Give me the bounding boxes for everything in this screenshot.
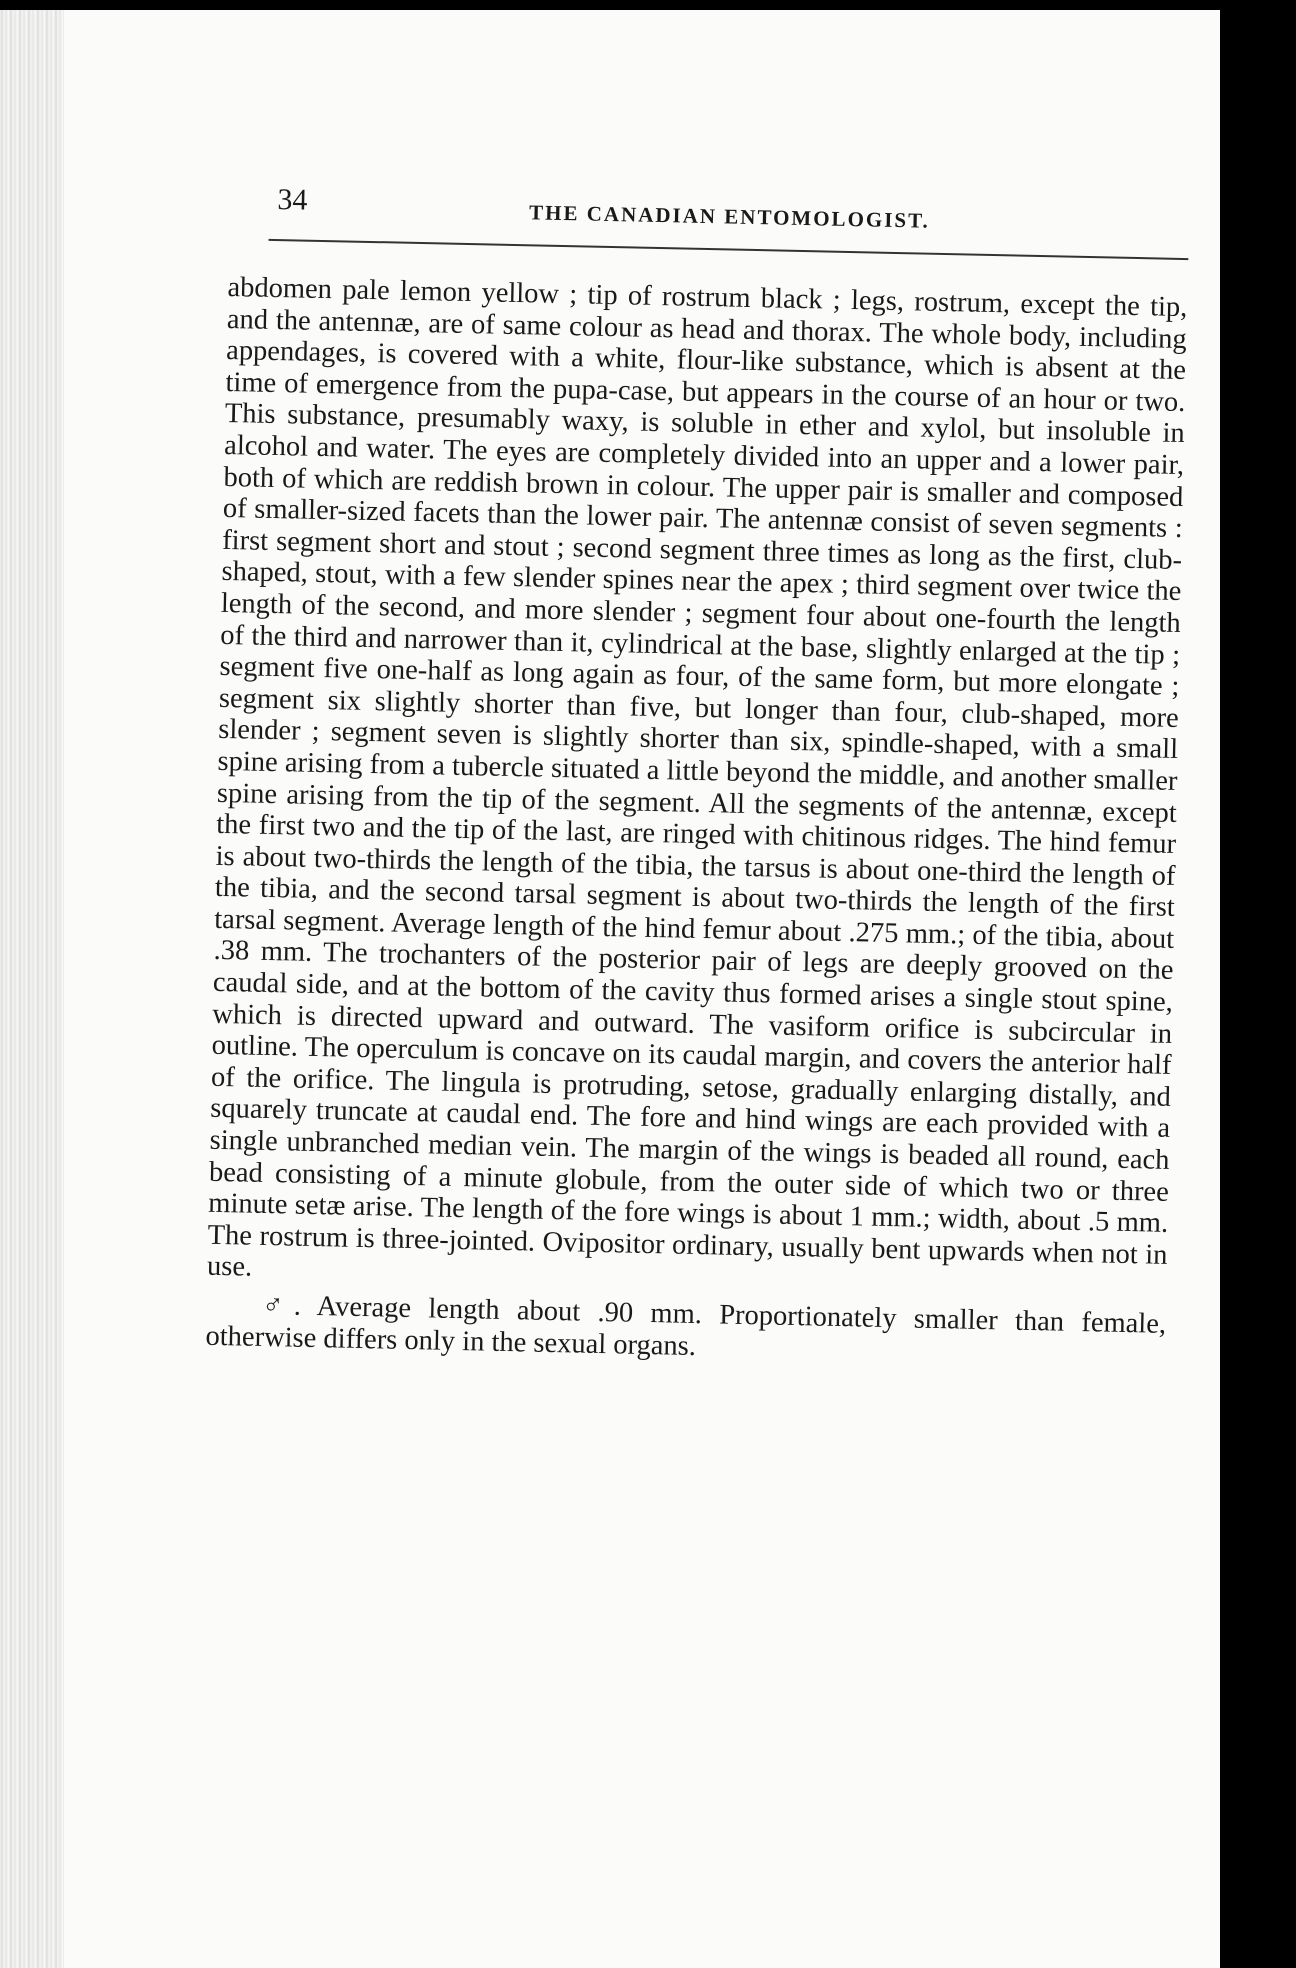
body-text bbox=[205, 272, 1187, 1372]
header-rule bbox=[269, 239, 1189, 260]
scanned-page bbox=[0, 10, 1258, 1968]
page-number: 34 bbox=[277, 183, 308, 217]
page-right-border bbox=[1220, 10, 1258, 1968]
page-content bbox=[205, 170, 1190, 1372]
page-binding-edge bbox=[0, 10, 64, 1968]
page-header bbox=[229, 170, 1190, 260]
paragraph-male: ♂. Average length about .90 mm. Proportionately smaller than female, otherwise differs only in the sexual organs. bbox=[205, 1289, 1167, 1362]
running-head: THE CANADIAN ENTOMOLOGIST. bbox=[528, 200, 931, 233]
paragraph-description: abdomen pale lemon yellow ; tip of rostrum black ; legs, rostrum, except the tip, and the antennæ, are of same colour as head and thorax. The whole body, including appendages, is covered with a white, flour-like substance, which is absent at the time of emergence from the pupa-case, but appears in the course of an hour or two. This substance, presumably waxy, is soluble in ether and xylol, but insoluble in alcohol and water. The eyes are completely divided into an upper and a lower pair, both of which are reddish brown in colour. The upper pair is smaller and composed of smaller-sized facets than the lower pair. The antennæ consist of seven segments : first segment short and stout ; second segment three times as long as the first, club-shaped, stout, with a few slender spines near the apex ; third segment over twice the length of the second, and more slender ; segment four about one-fourth the length of the third and narrower than it, cylindrical at the base, slightly enlarged at the tip ; segment five one-half as long again as four, of the same form, but more elongate ; segment six slightly shorter than five, but longer than four, club-shaped, more slender ; segment seven is slightly shorter than six, spindle-shaped, with a small spine arising from a tubercle situated a little beyond the middle, and another smaller spine arising from the tip of the segment. All the segments of the antennæ, except the first two and the tip of the last, are ringed with chitinous ridges. The hind femur is about two-thirds the length of the tibia, the tarsus is about one-third the length of the tibia, and the second tarsal segment is about two-thirds the length of the first tarsal segment. Average length of the hind femur about .275 mm.; of the tibia, about .38 mm. The trochanters of the posterior pair of legs are deeply grooved on the caudal side, and at the bottom of the cavity thus formed arises a single stout spine, which is directed upward and outward. The vasiform orifice is subcircular in outline. The operculum is concave on its caudal margin, and covers the anterior half of the orifice. The lingula is protruding, setose, gradually enlarging distally, and squarely truncate at caudal end. The fore and hind wings are each provided with a single unbranched median vein. The margin of the wings is beaded all round, each bead consisting of a minute globule, from the outer side of which two or three minute setæ arise. The length of the fore wings is about 1 mm.; width, about .5 mm. The rostrum is three-jointed. Ovipositor ordinary, usually bent upwards when not in use. bbox=[206, 271, 1188, 1284]
